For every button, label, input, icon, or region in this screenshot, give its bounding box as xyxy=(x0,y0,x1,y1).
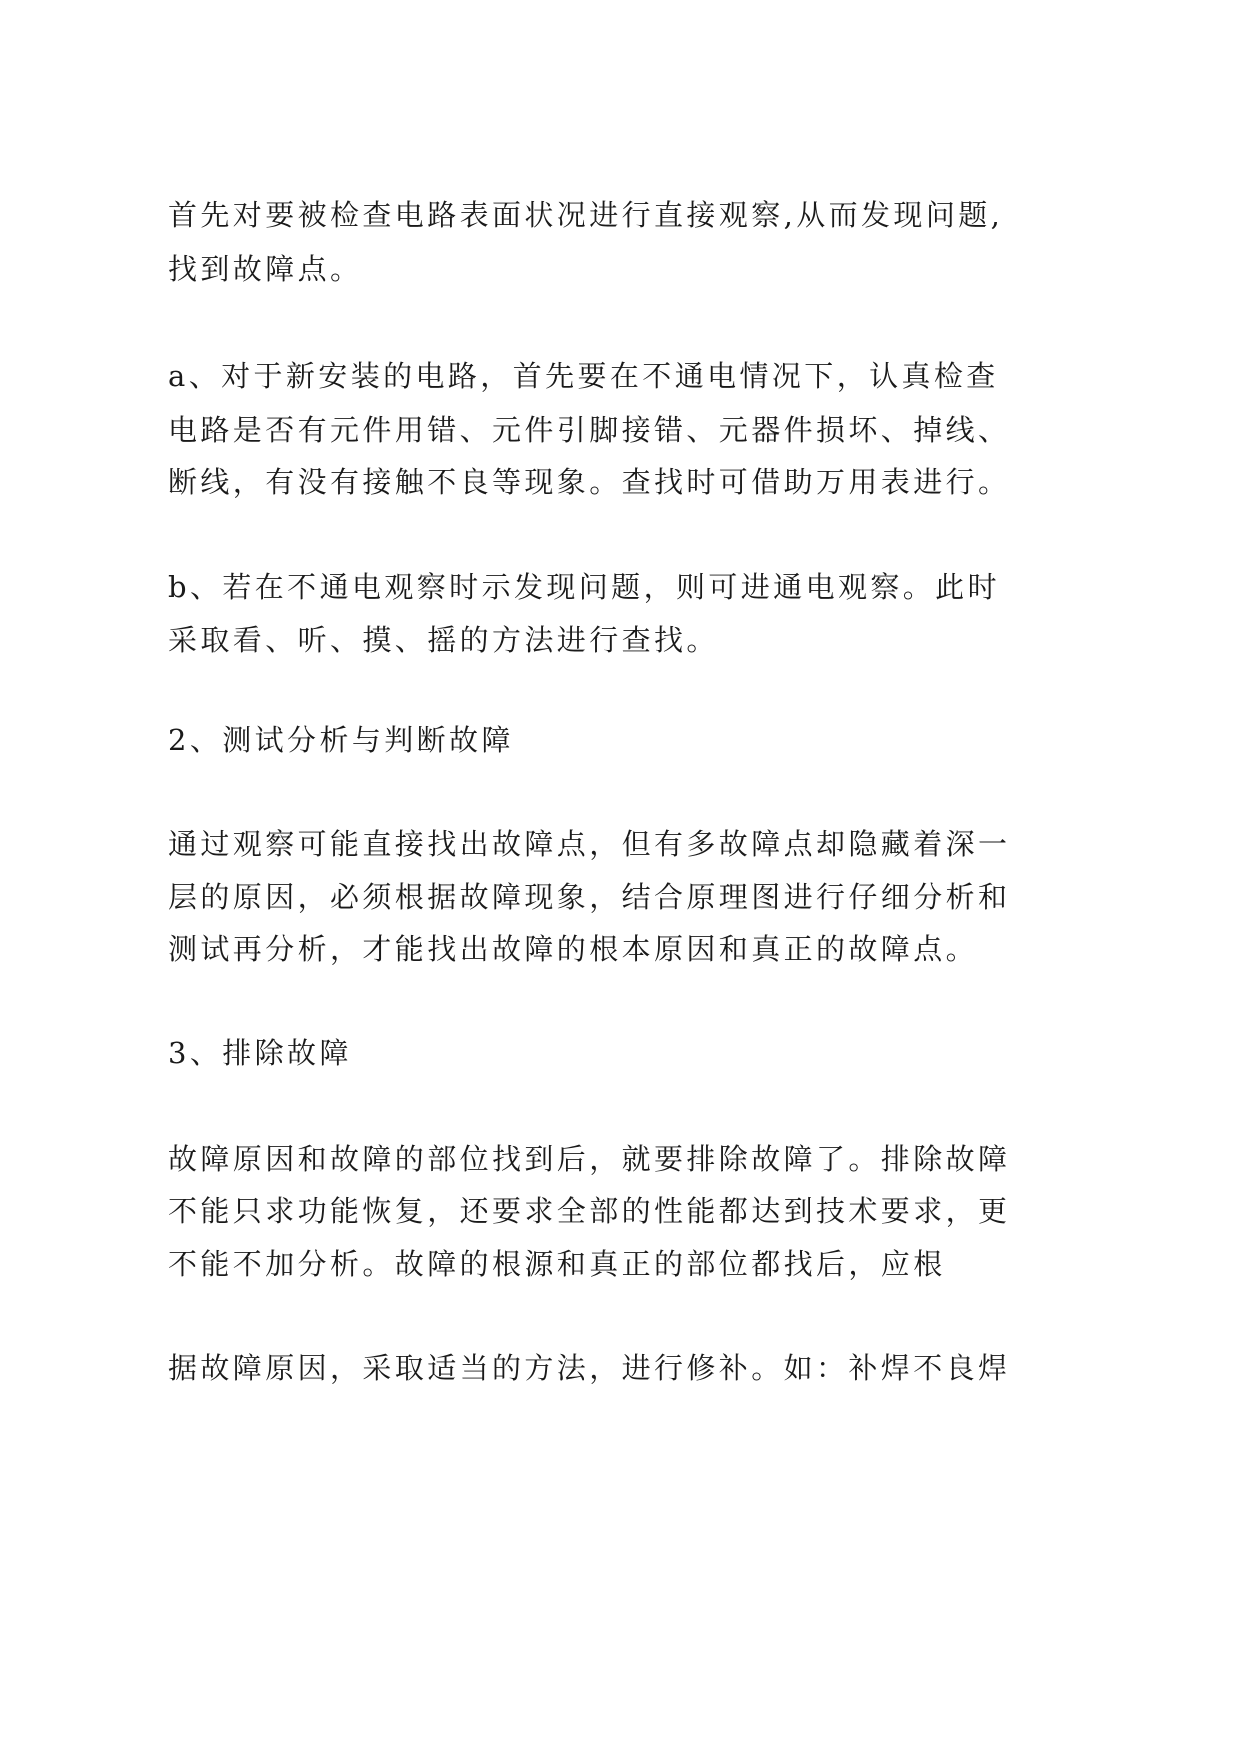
text-line: 测试再分析，才能找出故障的根本原因和真正的故障点。 xyxy=(168,932,979,966)
text-line: 故障原因和故障的部位找到后，就要排除故障了。排除故障 xyxy=(168,1142,1011,1176)
text-line: b、若在不通电观察时示发现问题，则可进通电观察。此时 xyxy=(168,570,1000,604)
text-line: 电路是否有元件用错、元件引脚接错、元器件损坏、掉线、 xyxy=(168,413,1011,447)
section-heading: 3、排除故障 xyxy=(168,1036,352,1070)
section-heading: 2、测试分析与判断故障 xyxy=(168,723,514,757)
text-line: 不能不加分析。故障的根源和真正的部位都找后，应根 xyxy=(168,1247,946,1281)
text-line: 首先对要被检查电路表面状况进行直接观察,从而发现问题, xyxy=(168,198,1004,232)
text-line: 通过观察可能直接找出故障点，但有多故障点却隐藏着深一 xyxy=(168,827,1011,861)
text-line: 层的原因，必须根据故障现象，结合原理图进行仔细分析和 xyxy=(168,880,1011,914)
text-line: 不能只求功能恢复，还要求全部的性能都达到技术要求，更 xyxy=(168,1194,1011,1228)
text-line: 断线，有没有接触不良等现象。查找时可借助万用表进行。 xyxy=(168,465,1011,499)
text-line: a、对于新安装的电路，首先要在不通电情况下，认真检查 xyxy=(168,359,999,393)
text-line: 找到故障点。 xyxy=(168,252,363,286)
text-line: 据故障原因，采取适当的方法，进行修补。如：补焊不良焊 xyxy=(168,1351,1011,1385)
text-line: 采取看、听、摸、摇的方法进行查找。 xyxy=(168,623,719,657)
